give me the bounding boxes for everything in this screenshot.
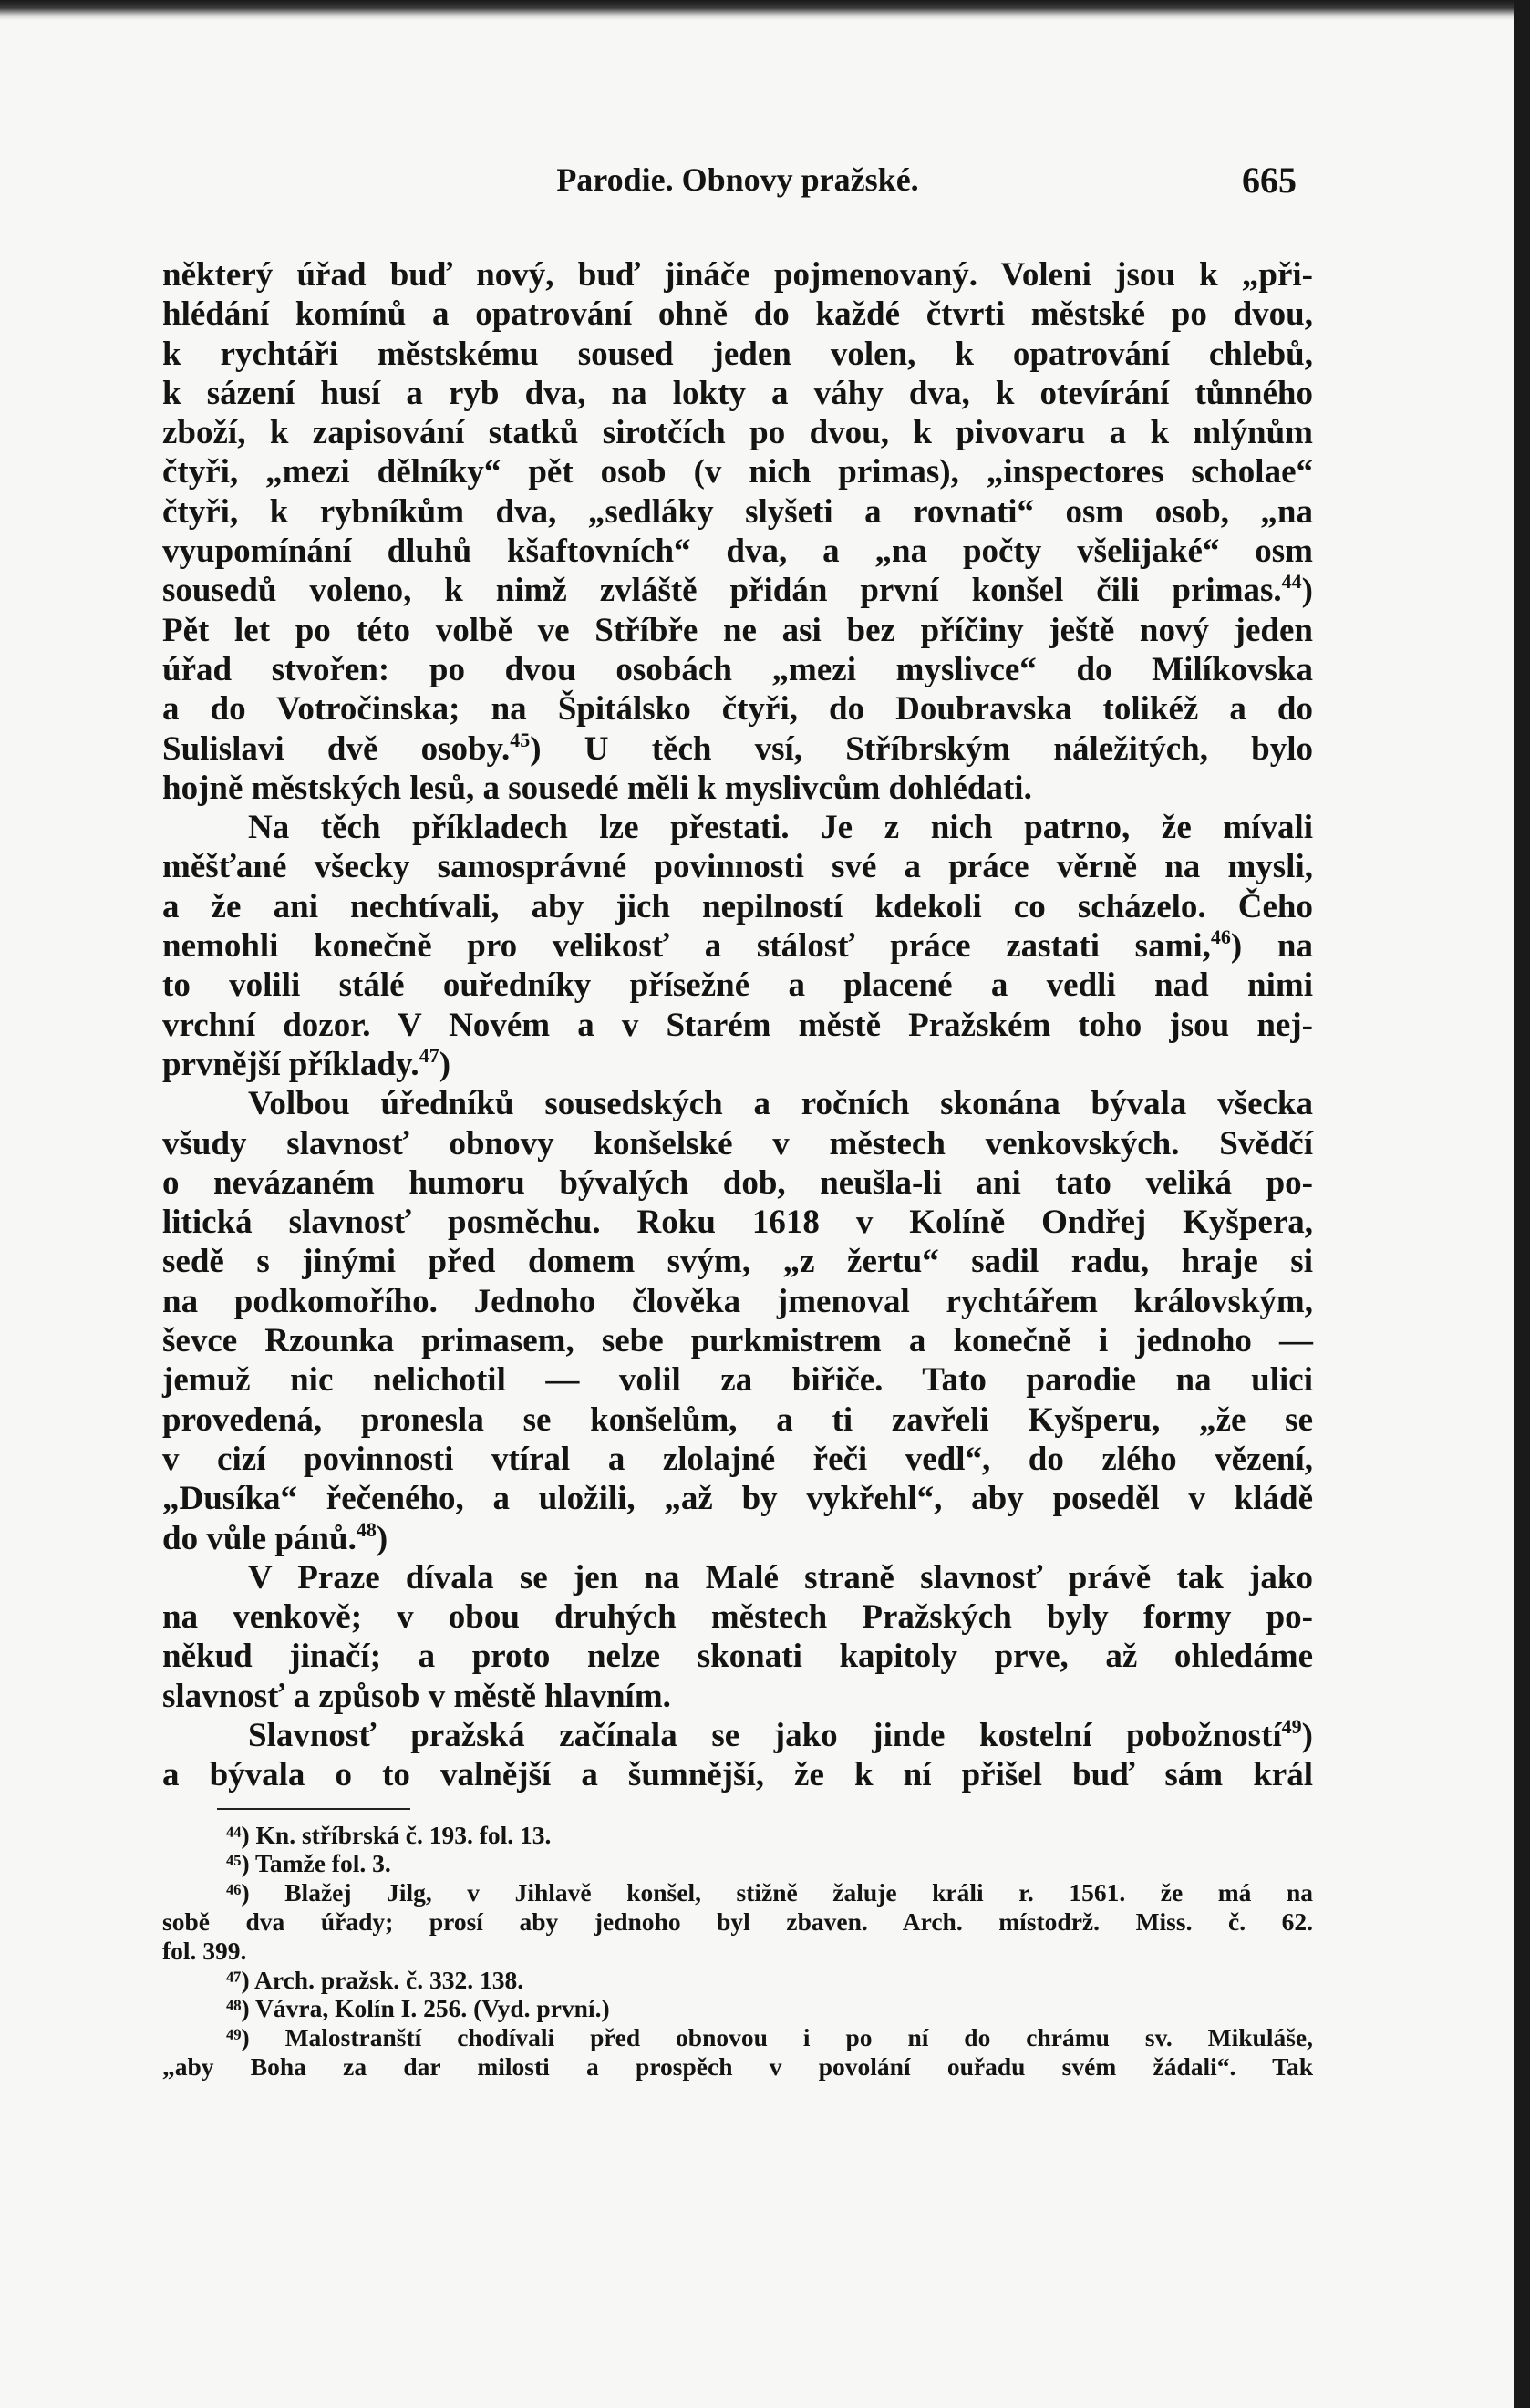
text-line bbox=[162, 1045, 1313, 1084]
text-line-text: zboží, k zapisování statků sirotčích po dvou, k pivovaru a k mlýnům bbox=[162, 414, 1313, 452]
text-line-text: a do Votročinska; na Špitálsko čtyři, do Doubravska tolikéž a do bbox=[162, 690, 1313, 729]
text-line-text: na venkově; v obou druhých městech Pražských byly formy po- bbox=[162, 1598, 1313, 1637]
main-text bbox=[162, 255, 1313, 1795]
text-line-text: někud jinačí; a proto nelze skonati kapitoly prve, až ohledáme bbox=[162, 1638, 1313, 1676]
note-line-text: ⁴⁹) Malostranští chodívali před obnovou i po ní do chrámu sv. Mikuláše, bbox=[226, 2023, 1313, 2052]
note-line bbox=[162, 1966, 1313, 1995]
text-line-text: všudy slavnosť obnovy konšelské v městech venkovských. Svědčí bbox=[162, 1124, 1313, 1163]
text-line bbox=[162, 452, 1313, 491]
text-line bbox=[162, 1479, 1313, 1518]
text-line-text: do vůle pánů. bbox=[162, 1519, 357, 1557]
footnote-ref: 46 bbox=[1210, 925, 1231, 949]
footnote-ref: 45 bbox=[510, 728, 531, 751]
page-number: 665 bbox=[1242, 160, 1297, 201]
text-line bbox=[162, 611, 1313, 650]
text-line-text: vrchní dozor. V Novém a v Starém městě Pražském toho jsou nej- bbox=[162, 1006, 1313, 1044]
text-line bbox=[162, 1755, 1313, 1794]
text-line-text: a že ani nechtívali, aby jich nepilností kdekoli co scházelo. Čeho bbox=[162, 887, 1313, 925]
running-title: Parodie. Obnovy pražské. bbox=[556, 161, 919, 198]
text-line-text: k rychtáři městskému soused jeden volen, k opatrování chlebů, bbox=[162, 335, 1313, 373]
note-line-text: ⁴⁸) Vávra, Kolín I. 256. (Vyd. první.) bbox=[226, 1994, 610, 2023]
note-line-text: sobě dva úřady; prosí aby jednoho byl zbaven. Arch. místodrž. Miss. č. 62. bbox=[162, 1907, 1313, 1936]
text-line bbox=[162, 808, 1313, 847]
text-line bbox=[162, 650, 1313, 689]
text-line bbox=[162, 255, 1313, 295]
text-line-text: některý úřad buď nový, buď jináče pojmenovaný. Voleni jsou k „při- bbox=[162, 256, 1313, 294]
text-line-tail: ) bbox=[376, 1519, 388, 1557]
note-line-text: ⁴⁶) Blažej Jilg, v Jihlavě konšel, stižně žaluje králi r. 1561. že má na bbox=[226, 1878, 1313, 1907]
note-line-text: „aby Boha za dar milosti a prospěch v povolání ouřadu svém žádali“. Tak bbox=[162, 2051, 1313, 2081]
text-line-text: a bývala o to valnější a šumnější, že k ní přišel buď sám král bbox=[162, 1756, 1313, 1794]
text-line-tail: ) bbox=[439, 1045, 451, 1083]
text-line bbox=[162, 1716, 1313, 1755]
text-line bbox=[162, 1203, 1313, 1242]
text-line-text: vyupomínání dluhů kšaftovních“ dva, a „na počty všelijaké“ osm bbox=[162, 532, 1313, 571]
text-line-text: měšťané všecky samosprávné povinnosti své a práce věrně na mysli, bbox=[162, 848, 1313, 886]
text-line-text: litická slavnosť posměchu. Roku 1618 v Kolíně Ondřej Kyšpera, bbox=[162, 1204, 1313, 1242]
text-line-tail: ) bbox=[1301, 1716, 1313, 1754]
text-line bbox=[162, 295, 1313, 334]
note-line bbox=[162, 2052, 1313, 2082]
text-line-text: Pět let po této volbě ve Stříbře ne asi bez příčiny ještě nový jeden bbox=[162, 611, 1313, 649]
note-line bbox=[162, 1937, 1313, 1966]
running-header bbox=[162, 155, 1313, 208]
note-line-text: ⁴⁵) Tamže fol. 3. bbox=[226, 1849, 391, 1878]
text-line bbox=[162, 1282, 1313, 1321]
text-line bbox=[162, 1124, 1313, 1163]
text-line-text: o nevázaném humoru bývalých dob, neušla-li ani tato veliká po- bbox=[162, 1163, 1313, 1202]
text-line-text: provedená, pronesla se konšelům, a ti zavřeli Kyšperu, „že se bbox=[162, 1400, 1313, 1439]
text-line bbox=[162, 847, 1313, 886]
text-line bbox=[162, 1006, 1313, 1045]
text-line-text: V Praze dívala se jen na Malé straně slavnosť právě tak jako bbox=[248, 1558, 1313, 1597]
text-line-text: Na těch příkladech lze přestati. Je z nich patrno, že mívali bbox=[248, 809, 1313, 847]
text-line bbox=[162, 532, 1313, 571]
text-line-text: čtyři, k rybníkům dva, „sedláky slyšeti a rovnati“ osm osob, „na bbox=[162, 492, 1313, 531]
text-line bbox=[162, 1597, 1313, 1637]
text-line bbox=[162, 689, 1313, 729]
note-line bbox=[162, 1849, 1313, 1878]
text-line bbox=[162, 769, 1313, 808]
text-line bbox=[162, 1360, 1313, 1400]
text-line-text: ševce Rzounka primasem, sebe purkmistrem a konečně i jednoho — bbox=[162, 1322, 1313, 1360]
note-line-text: ⁴⁷) Arch. pražsk. č. 332. 138. bbox=[226, 1965, 524, 1994]
text-line-text: „Dusíka“ řečeného, a uložili, „až by vykřehl“, aby poseděl v kládě bbox=[162, 1480, 1313, 1518]
footnote-ref: 49 bbox=[1281, 1714, 1302, 1738]
text-line bbox=[162, 413, 1313, 452]
text-line bbox=[162, 729, 1313, 769]
text-line bbox=[162, 1677, 1313, 1716]
footnotes bbox=[162, 1821, 1313, 2082]
scan-edge bbox=[0, 0, 1514, 20]
text-line-text: sedě s jinými před domem svým, „z žertu“ sadil radu, hraje si bbox=[162, 1243, 1313, 1281]
text-line-text: slavnosť a způsob v městě hlavním. bbox=[162, 1677, 671, 1715]
note-line-text: ⁴⁴) Kn. stříbrská č. 193. fol. 13. bbox=[226, 1820, 552, 1849]
text-line bbox=[162, 1084, 1313, 1123]
text-line-text: na podkomořího. Jednoho člověka jmenoval rychtářem královským, bbox=[162, 1282, 1313, 1320]
text-line bbox=[162, 966, 1313, 1005]
text-line-text: nemohli konečně pro velikosť a stálosť práce zastati sami, bbox=[162, 927, 1211, 966]
footnote-ref: 48 bbox=[356, 1517, 377, 1541]
text-line bbox=[162, 1321, 1313, 1360]
footnote-ref: 47 bbox=[419, 1043, 439, 1067]
text-line bbox=[162, 1558, 1313, 1597]
text-line-text: v cizí povinnosti vtíral a zlolajné řeči vedl“, do zlého vězení, bbox=[162, 1440, 1313, 1478]
note-line bbox=[162, 1994, 1313, 2023]
footnote-ref: 44 bbox=[1281, 570, 1302, 594]
text-line-tail: ) bbox=[1301, 572, 1313, 610]
text-line bbox=[162, 926, 1313, 966]
text-line-text: jemuž nic nelichotil — volil za biřiče. Tato parodie na ulici bbox=[162, 1361, 1313, 1400]
text-line-text: Volbou úředníků sousedských a ročních skonána bývala všecka bbox=[248, 1085, 1313, 1123]
text-line bbox=[162, 1637, 1313, 1676]
text-line-text: k sázení husí a ryb dva, na lokty a váhy dva, k otevírání tůnného bbox=[162, 374, 1313, 412]
text-line-text: hojně městských lesů, a sousedé měli k myslivcům dohlédati. bbox=[162, 769, 1032, 807]
note-line bbox=[162, 2023, 1313, 2052]
text-line bbox=[162, 1440, 1313, 1479]
note-line bbox=[162, 1821, 1313, 1850]
text-line bbox=[162, 571, 1313, 610]
book-page bbox=[162, 155, 1313, 2082]
note-line-text: fol. 399. bbox=[162, 1936, 247, 1965]
text-line bbox=[162, 374, 1313, 413]
text-line-text: Slavnosť pražská začínala se jako jinde kostelní pobožností bbox=[248, 1716, 1282, 1754]
text-line-text: úřad stvořen: po dvou osobách „mezi myslivce“ do Milíkovska bbox=[162, 650, 1313, 688]
text-line-text: čtyři, „mezi dělníky“ pět osob (v nich primas), „inspectores scholae“ bbox=[162, 453, 1313, 491]
footnote-divider bbox=[217, 1808, 410, 1810]
text-line-text: sousedů voleno, k nimž zvláště přidán první konšel čili primas. bbox=[162, 572, 1282, 610]
text-line-text: Sulislavi dvě osoby. bbox=[162, 729, 511, 768]
text-line bbox=[162, 1163, 1313, 1203]
text-line-text: to volili stálé ouředníky přísežné a placené a vedli nad nimi bbox=[162, 966, 1313, 1005]
text-line bbox=[162, 1519, 1313, 1558]
text-line bbox=[162, 1400, 1313, 1440]
text-line-text: prvnější příklady. bbox=[162, 1045, 419, 1083]
text-line-text: hlédání komínů a opatrování ohně do každé čtvrti městské po dvou, bbox=[162, 295, 1313, 334]
text-line-tail: ) na bbox=[1230, 927, 1313, 966]
text-line-tail: ) U těch vsí, Stříbrským náležitých, bylo bbox=[530, 729, 1313, 768]
text-line bbox=[162, 1242, 1313, 1281]
text-line bbox=[162, 887, 1313, 926]
text-line bbox=[162, 335, 1313, 374]
note-line bbox=[162, 1878, 1313, 1907]
note-line bbox=[162, 1907, 1313, 1937]
text-line bbox=[162, 492, 1313, 532]
